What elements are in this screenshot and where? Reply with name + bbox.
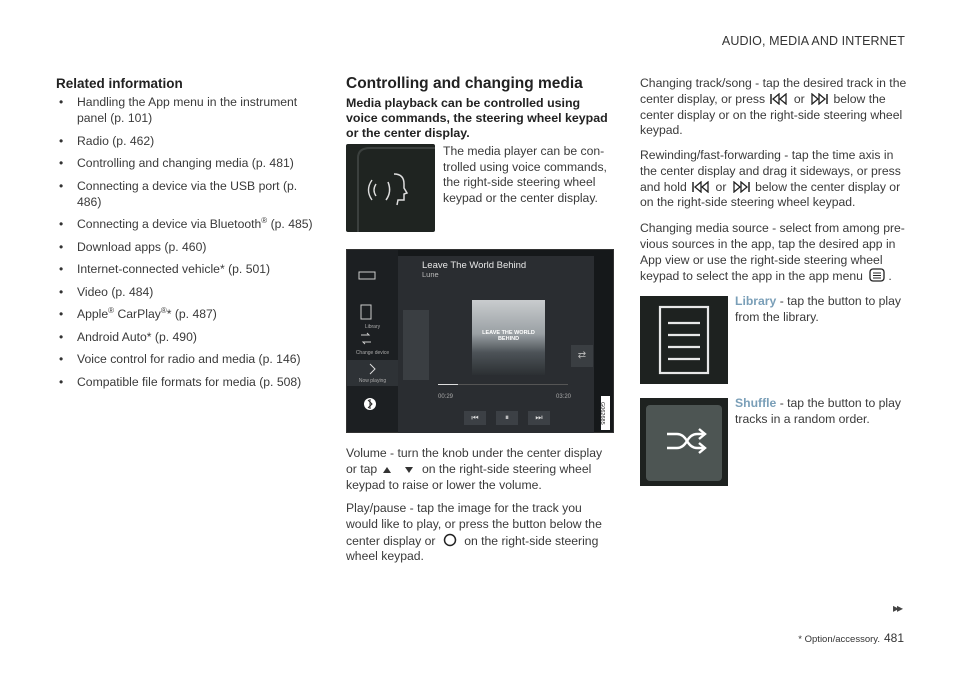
track-title: Leave The World Behind [422, 260, 527, 271]
track-or: or [793, 91, 805, 106]
related-link[interactable] [56, 306, 318, 322]
related-list [56, 94, 318, 390]
library-icon [640, 296, 728, 384]
fast-forward-icon [732, 181, 750, 193]
related-heading: Related information [56, 76, 183, 91]
related-link-text: Connecting a device via Bluetooth [77, 217, 262, 231]
ff-text-b: below the center display or on the right-side steering wheel keypad. [640, 179, 901, 210]
related-link[interactable]: • Android Auto* (p. 490) [56, 329, 318, 345]
play-pause-paragraph [346, 501, 614, 565]
voice-control-button-image [346, 144, 435, 232]
ff-text-a: Rewinding/fast-forwarding - tap the time axis in the center display and drag it sideways, or press and hold [640, 148, 901, 194]
screen-sidebar-icons [347, 250, 398, 434]
voice-control-description: The media player can be con-trolled using voice commands, the right-side steering wheel keypad or the center display. [443, 144, 607, 205]
related-information [56, 76, 318, 396]
track-text-b: below the center display or on the right-side steering wheel keypad. [640, 91, 903, 138]
shuffle-text: - tap the button to play tracks in a random order. [735, 396, 901, 426]
related-link[interactable]: • Connecting a device via the USB port (p. 486) [56, 178, 318, 210]
related-link[interactable]: • Video (p. 484) [56, 284, 318, 300]
related-link[interactable]: • Handling the App menu in the instrument panel (p. 101) [56, 94, 318, 126]
page-number: 481 [883, 631, 904, 645]
volume-paragraph [346, 446, 614, 493]
volume-up-down-icon [383, 465, 417, 475]
total-time: 03:20 [556, 394, 572, 400]
side-label-now-playing: Now playing [358, 378, 387, 384]
playback-controls [464, 411, 550, 427]
related-link[interactable]: • Compatible file formats for media (p. 508) [56, 374, 318, 390]
volume-text-b: on the right-side steering wheel keypad to raise or lower the volume. [346, 461, 592, 492]
voice-control-icon [346, 144, 435, 232]
play-text-b: on the right-side steering wheel keypad. [346, 533, 599, 564]
related-link[interactable]: • Controlling and changing media (p. 481) [56, 155, 318, 171]
shuffle-button-image [640, 398, 728, 486]
track-artist: Lune [422, 270, 439, 279]
controlling-media-section [346, 75, 614, 564]
elapsed-time: 00:29 [438, 394, 454, 400]
track-text-a: Changing track/song - tap the desired track in the center display, or press [640, 76, 907, 106]
registered-mark: ® [160, 305, 167, 315]
footer [798, 630, 904, 648]
ff-or: or [715, 179, 727, 194]
album-art [472, 300, 545, 375]
album-art-text: LEAVE THE WORLD BEHIND [482, 330, 535, 342]
library-label: Library [735, 294, 777, 308]
side-label-change-device: Change device [355, 350, 390, 356]
change-source-paragraph [640, 221, 910, 285]
registered-mark: ® [261, 215, 268, 225]
library-button-image [640, 296, 728, 384]
shuffle-icon [640, 398, 728, 486]
library-description [735, 294, 910, 325]
related-link-suffix: (p. 485) [267, 217, 313, 231]
rewind-icon [692, 181, 710, 193]
circle-button-icon [441, 533, 459, 547]
related-link[interactable]: • Internet-connected vehicle* (p. 501) [56, 261, 318, 277]
lead-paragraph: Media playback can be controlled using voice commands, the steering wheel keypad or the center display. [346, 96, 608, 140]
registered-mark: ® [108, 305, 115, 315]
related-link[interactable]: • Radio (p. 462) [56, 133, 318, 149]
shuffle-description [735, 396, 910, 427]
pause-icon: ⏸ [496, 411, 518, 425]
center-display-screenshot [346, 249, 614, 433]
related-link-suffix: * (p. 487) [166, 307, 217, 321]
app-menu-icon [868, 268, 886, 282]
source-text-b: . [888, 269, 892, 284]
shuffle-icon: ⇄ [571, 345, 593, 367]
screen-sidebar [347, 250, 398, 432]
previous-track-icon: ⏮ [464, 411, 486, 425]
library-text: - tap the button to play from the library. [735, 294, 901, 324]
side-label-library: Library [364, 324, 381, 330]
page-header-title: AUDIO, MEDIA AND INTERNET [721, 34, 905, 48]
next-track-icon: ⏭ [528, 411, 550, 425]
related-link[interactable] [56, 216, 318, 232]
previous-track-icon [770, 93, 788, 105]
shuffle-label: Shuffle [735, 396, 777, 410]
volume-text-a: Volume - turn the knob under the center display or tap [346, 446, 603, 476]
related-link-mid: CarPlay [114, 307, 161, 321]
change-track-paragraph [640, 76, 910, 139]
section-heading: Controlling and changing media [346, 75, 583, 92]
related-link-text: Apple [77, 307, 109, 321]
next-page-arrows-icon: ▸▸ [892, 601, 901, 615]
related-link[interactable]: • Download apps (p. 460) [56, 239, 318, 255]
footer-note-text: * Option/accessory. [798, 634, 880, 645]
related-link[interactable]: • Voice control for radio and media (p. 146) [56, 351, 318, 367]
image-code: G062685 [601, 396, 610, 430]
next-track-icon [810, 93, 828, 105]
source-text-a: Changing media source - select from among pre-vious sources in the app, tap the desired app in App view or use the right-side steering wheel keypad to select the app in the app menu [640, 221, 905, 284]
progress-fill [438, 384, 458, 385]
play-text-a: Play/pause - tap the image for the track you would like to play, or press the button below the center display or [346, 501, 602, 548]
fast-forward-paragraph [640, 148, 910, 211]
previous-track-thumbnail [403, 310, 429, 380]
